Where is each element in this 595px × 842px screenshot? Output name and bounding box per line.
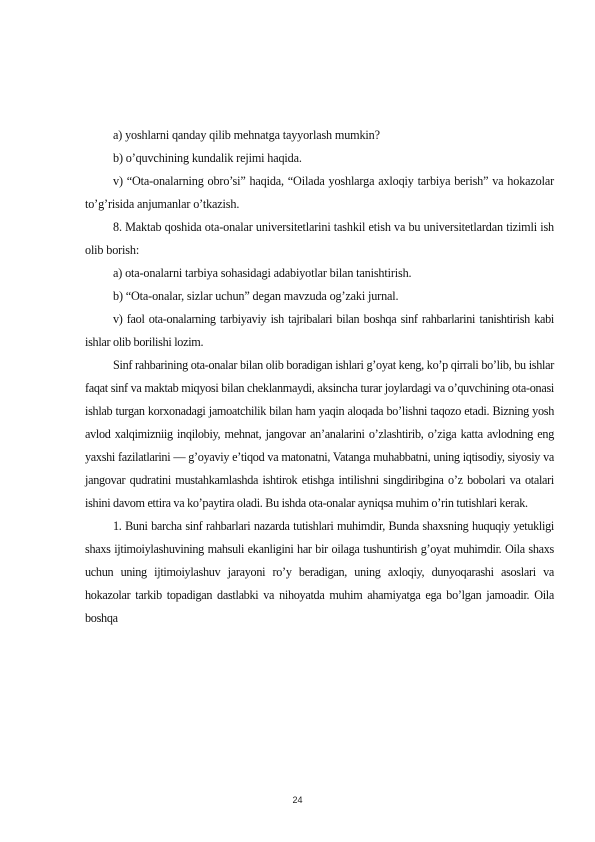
paragraph: a) yoshlarni qanday qilib mehnatga tayyorlash mumkin? [113,128,380,142]
paragraph: v) “Ota-onalarning obro’si” haqida, “Oilada yoshlarga axloqiy tarbiya berish” va hokazolar to’g’risida anjumanlar o’tkazish. [85,174,554,211]
paragraph: 1. Buni barcha sinf rahbarlari nazarda tutishlari muhimdir, Bunda shaxsning huquqiy yetukligi shaxs ijtimoiylashuvining mahsuli ekanligini har bir oilaga tushuntirish g’oyat muhimdir. Oila shaxs uchun uning ijtimoiylashuv jarayoni ro’y beradigan, uning axloqiy, dunyoqarashi asoslari va hokazolar tarkib topadigan dastlabki va nihoyatda muhim ahamiyatga ega bo’lgan jamoadir. Oila boshqa [85,519,554,625]
paragraph: v) faol ota-onalarning tarbiyaviy ish tajribalari bilan boshqa sinf rahbarlarini tanishtirish kabi ishlar olib borilishi lozim. [85,312,554,349]
paragraph: 8. Maktab qoshida ota-onalar universitetlarini tashkil etish va bu universitetlardan tizimli ish olib borish: [85,220,554,257]
paragraph: b) “Ota-onalar, sizlar uchun” degan mavzuda og’zaki jurnal. [113,289,399,303]
paragraph: a) ota-onalarni tarbiya sohasidagi adabiyotlar bilan tanishtirish. [113,266,412,280]
paragraph: b) o’quvchining kundalik rejimi haqida. [113,151,302,165]
page-number: 24 [292,795,303,805]
paragraph: Sinf rahbarining ota-onalar bilan olib boradigan ishlari g’oyat keng, ko’p qirrali bo’lib, bu ishlar faqat sinf va maktab miqyosi bilan cheklanmaydi, aksincha turar joylardagi va o’quvchining ota-onasi ishlab turgan korxonadagi jamoatchilik bilan ham yaqin aloqada bo’lishni taqozo etadi. Bizning yosh avlod xalqimizniig inqilobiy, mehnat, jangovar an’analarini o’zlashtirib, o’ziga katta avlodning eng yaxshi fazilatlarini — g’oyaviy e’tiqod va matonatni, Vatanga muhabbatni, uning iqtisodiy, siyosiy va jangovar qudratini mustahkamlashda ishtirok etishga intilishni singdiribgina o’z bobolari va otalari ishini davom ettira va ko’paytira oladi. Bu ishda ota-onalar ayniqsa muhim o’rin tutishlari kerak. [85,358,554,510]
body-text [85,124,554,630]
